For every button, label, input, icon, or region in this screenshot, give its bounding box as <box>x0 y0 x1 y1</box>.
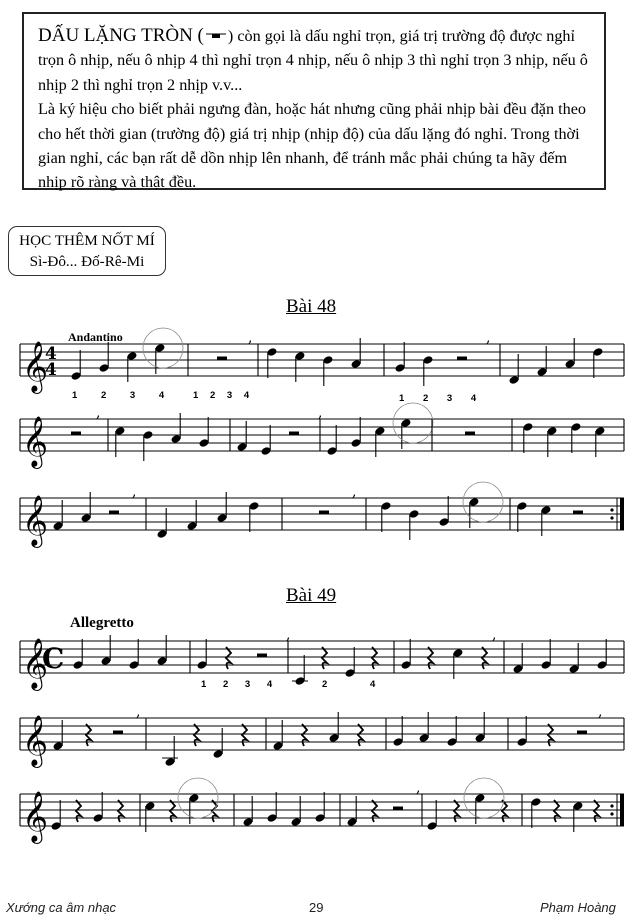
lesson-48-counts-c: 1 2 3 4 <box>399 393 477 404</box>
breath-mark-icon: , <box>492 627 497 643</box>
page-number: 29 <box>309 900 324 915</box>
highlight-circle <box>393 403 433 443</box>
treble-clef-icon: 𝄞 <box>22 416 49 467</box>
breath-mark-icon: , <box>352 484 357 500</box>
repeat-dot <box>610 508 613 511</box>
breath-mark-icon: , <box>598 704 603 720</box>
lesson-49-title: Bài 49 <box>286 585 337 606</box>
quarter-rest-icon <box>548 724 553 746</box>
quarter-rest-icon <box>502 800 507 822</box>
lesson-49-counts-a: 1 2 3 4 <box>201 679 273 690</box>
half-rest-icon <box>577 731 587 735</box>
quarter-rest-icon <box>594 800 599 822</box>
breath-mark-icon: , <box>132 484 137 500</box>
time-signature-top: 4 <box>45 344 57 364</box>
quarter-rest-icon <box>428 647 433 669</box>
half-rest-icon <box>71 432 81 436</box>
quarter-rest-icon <box>86 724 91 746</box>
intro-heading: DẤU LẶNG TRÒN ( <box>38 25 204 46</box>
learn-line-1: HỌC THÊM NỐT MÍ <box>19 232 155 249</box>
treble-clef-icon: 𝄞 <box>22 791 49 842</box>
breath-mark-icon: , <box>96 405 101 421</box>
intro-paragraph: Là ký hiệu cho biết phải ngưng đàn, hoặc hát nhưng cũng phải nhịp bài đều đặn theo cho hết thời gian (trường độ) giá trị nhịp (nhịp độ) của dấu lặng đó nghỉ. Trong thời gian nghỉ, các bạn rất dễ dồn nhịp lên nhanh, để tránh mắc phải chúng ta hãy đếm nhịp rõ ràng và thật đều. <box>38 100 586 192</box>
half-rest-icon <box>573 511 583 515</box>
quarter-rest-icon <box>454 800 459 822</box>
half-rest-icon <box>109 511 119 515</box>
quarter-rest-icon <box>118 800 123 822</box>
highlight-circle <box>463 482 503 522</box>
half-rest-icon <box>217 357 227 361</box>
quarter-rest-icon <box>322 647 327 669</box>
common-time-icon: C <box>42 642 65 675</box>
time-signature-bottom: 4 <box>45 360 57 380</box>
breath-mark-icon: , <box>416 780 421 796</box>
intro-heading-rest: ) còn gọi là dấu nghỉ trọn, giá trị trường độ được nghỉ trọn ô nhịp, nếu ô nhịp 4 thì nghỉ trọn 4 nhịp, nếu ô nhịp 3 thì nghỉ trọn 3 nhịp, nếu ô nhịp 2 thì nghỉ trọn 2 nhịp v.v... <box>38 27 588 94</box>
learn-line-2: Sì-Đô... Đố-Rê-Mi <box>29 253 145 270</box>
footer-right: Phạm Hoàng <box>540 900 616 915</box>
quarter-rest-icon <box>194 724 199 746</box>
quarter-rest-icon <box>76 800 81 822</box>
breath-mark-icon: , <box>136 704 141 720</box>
quarter-rest-icon <box>170 800 175 822</box>
half-rest-icon <box>465 432 475 436</box>
half-rest-icon <box>393 807 403 811</box>
breath-mark-icon: , <box>286 627 291 643</box>
final-barline-thick <box>620 498 624 530</box>
treble-clef-icon: 𝄞 <box>22 715 49 766</box>
quarter-rest-icon <box>372 800 377 822</box>
quarter-rest-icon <box>554 800 559 822</box>
breath-mark-icon: , <box>318 405 323 421</box>
quarter-rest-icon <box>242 724 247 746</box>
lesson-49-tempo: Allegretto <box>70 615 134 631</box>
treble-clef-icon: 𝄞 <box>22 341 49 392</box>
breath-mark-icon: , <box>486 330 491 346</box>
repeat-dot <box>610 516 613 519</box>
quarter-rest-icon <box>358 724 363 746</box>
footer-left: Xướng ca âm nhạc <box>6 900 117 915</box>
final-barline-thick <box>620 794 624 826</box>
lesson-48-tempo: Andantino <box>68 330 123 344</box>
lesson-48-counts-b: 1 2 3 4 <box>193 390 250 401</box>
breath-mark-icon: , <box>248 330 253 346</box>
repeat-dot <box>610 812 613 815</box>
half-rest-icon <box>113 731 123 735</box>
half-rest-icon <box>457 357 467 361</box>
quarter-rest-icon <box>372 647 377 669</box>
repeat-dot <box>610 804 613 807</box>
treble-clef-icon: 𝄞 <box>22 495 49 546</box>
quarter-rest-icon <box>226 647 231 669</box>
quarter-rest-icon <box>482 647 487 669</box>
half-rest-icon <box>289 432 299 436</box>
lesson-48-counts-a: 1 2 3 4 <box>72 390 165 401</box>
quarter-rest-icon <box>302 724 307 746</box>
treble-clef-icon: 𝄞 <box>22 638 49 689</box>
lesson-48-title: Bài 48 <box>286 296 337 317</box>
half-rest-icon <box>257 654 267 658</box>
lesson-49-counts-b: 2 4 <box>322 679 376 690</box>
half-rest-icon <box>319 511 329 515</box>
